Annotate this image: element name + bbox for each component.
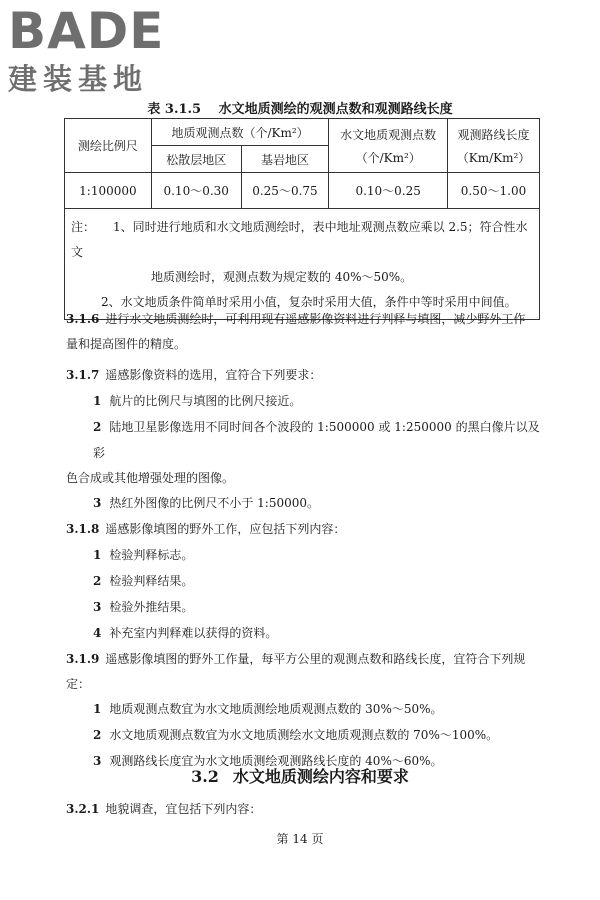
- clause-number: 3.2.1: [66, 802, 100, 816]
- header-bedrock: 基岩地区: [241, 146, 329, 173]
- header-route-line1: 观测路线长度: [457, 127, 530, 142]
- clause-text: 进行水文地质测绘时，可利用现有遥感影像资料进行判释与填图，减少野外工作: [105, 312, 526, 326]
- cell-loose: 0.10～0.30: [151, 173, 241, 209]
- list-item: 3 热红外图像的比例尺不小于 1:50000。: [93, 496, 320, 510]
- logo-wordmark: BADE: [8, 2, 165, 60]
- list-item: 3 检验外推结果。: [93, 600, 194, 614]
- cell-route: 0.50～1.00: [448, 173, 540, 209]
- list-item: 3 观测路线长度宜为水文地质测绘观测路线长度的 40%～60%。: [93, 754, 443, 768]
- section-heading: [0, 764, 600, 787]
- list-item: 4 补充室内判释难以获得的资料。: [93, 626, 278, 640]
- note-1b: 地质测绘时，观测点数为规定数的 40%～50%。: [151, 270, 413, 284]
- list-item: 1 检验判释标志。: [93, 548, 194, 562]
- note-2: 2、水文地质条件简单时采用小值，复杂时采用大值，条件中等时采用中间值。: [101, 295, 517, 309]
- header-loose: 松散层地区: [151, 146, 241, 173]
- clause-number: 3.1.8: [66, 522, 100, 536]
- list-item-cont: 色合成或其他增强处理的图像。: [66, 471, 235, 485]
- clause-3-1-7: [66, 362, 544, 388]
- clause-number: 3.1.7: [66, 368, 100, 382]
- list-item: 2 检验判释结果。: [93, 574, 194, 588]
- header-hydro-points: [329, 119, 448, 173]
- note-1a: 1、同时进行地质和水文地质测绘时，表中地址观测点数应乘以 2.5；符合性水文: [71, 220, 528, 259]
- table-notes: [65, 209, 540, 320]
- header-route-line2: （Km/Km²）: [456, 150, 531, 165]
- list-item: 1 地质观测点数宜为水文地质测绘地质观测点数的 30%～50%。: [93, 702, 443, 716]
- header-geo-points: 地质观测点数（个/Km²）: [151, 119, 328, 146]
- header-hydro-line1: 水文地质观测点数: [340, 127, 437, 142]
- table-title: 表 3.1.5 水文地质测绘的观测点数和观测路线长度: [147, 102, 453, 117]
- clause-number: 3.1.9: [66, 652, 100, 666]
- page-number: 第 14 页: [276, 832, 324, 846]
- clause-text: 遥感影像填图的野外工作量，每平方公里的观测点数和路线长度，宜符合下列规: [105, 652, 526, 666]
- clause-text: 遥感影像资料的选用，宜符合下列要求：: [105, 368, 322, 382]
- note-label: 注：: [71, 220, 96, 234]
- logo-chinese: 建装基地: [8, 62, 149, 96]
- clause-text: 遥感影像填图的野外工作，应包括下列内容：: [105, 522, 346, 536]
- cell-scale: 1:100000: [65, 173, 152, 209]
- header-scale: 测绘比例尺: [65, 119, 152, 173]
- list-item: 1 航片的比例尺与填图的比例尺接近。: [93, 394, 302, 408]
- list-item: 2 陆地卫星影像选用不同时间各个波段的 1:500000 或 1:250000 的黑白像片以及彩: [93, 420, 540, 460]
- section-title: 水文地质测绘内容和要求: [232, 767, 409, 786]
- clause-3-1-8: [66, 516, 544, 542]
- section-number: 3.2: [191, 767, 219, 786]
- clause-3-1-6-cont: 量和提高图件的精度。: [66, 337, 187, 351]
- header-route: [448, 119, 540, 173]
- cell-bedrock: 0.25～0.75: [241, 173, 329, 209]
- clause-3-1-9: [66, 646, 544, 672]
- observation-table: [64, 118, 540, 320]
- cell-hydro: 0.10～0.25: [329, 173, 448, 209]
- clause-3-1-6: [66, 306, 544, 332]
- clause-3-2-1: [66, 800, 261, 817]
- list-item: 2 水文地质观测点数宜为水文地质测绘水文地质观测点数的 70%～100%。: [93, 728, 499, 742]
- clause-text: 地貌调查，宜包括下列内容：: [105, 802, 262, 816]
- body-text: [66, 306, 544, 774]
- header-hydro-line2: （个/Km²）: [355, 150, 421, 165]
- clause-number: 3.1.6: [66, 312, 100, 326]
- clause-3-1-9-cont: 定：: [66, 677, 91, 691]
- logo: [8, 2, 178, 98]
